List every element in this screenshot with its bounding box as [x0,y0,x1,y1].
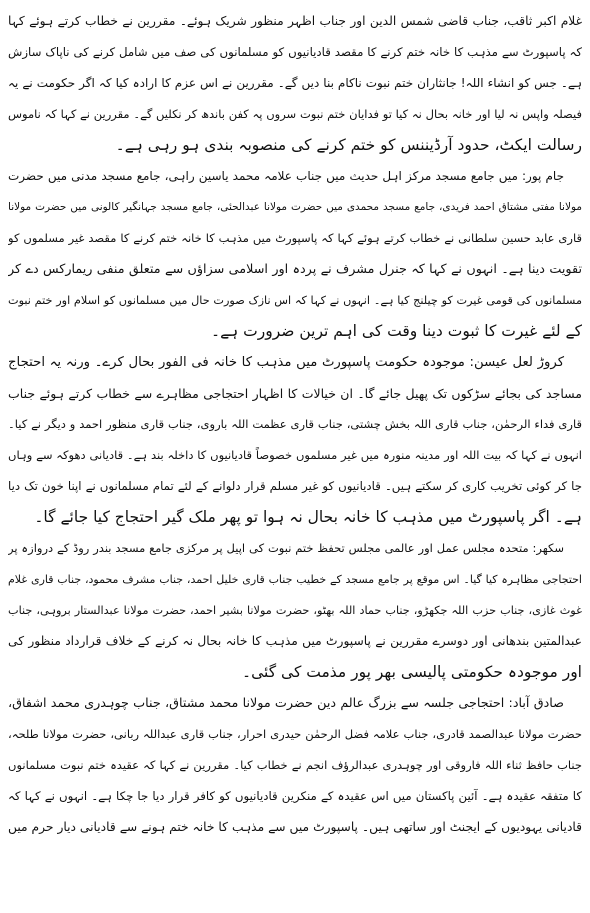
text-line: کے لئے غیرت کا ثبوت دینا وقت کی اہم ترین ضرورت ہے۔ [211,322,582,340]
text-line: فیصلہ واپس نہ لیا اور خانہ بحال نہ کیا تو فدایان ختم نبوت سروں پہ کفن باندھ کر نکلیں گے۔ مقررین نے کہا کہ ناموس [8,107,582,121]
text-line: جناب حافظ ثناء اللہ فاروقی اور چوہدری عبدالرؤف انجم نے خطاب کیا۔ مقررین نے کہا کہ عقیدہ ختم نبوت مسلمانوں [8,758,582,772]
text-line: مولانا مفتی مشتاق احمد فریدی، جامع مسجد محمدی میں حضرت مولانا عبدالحئی، جامع مسجد جہانگیر کالونی میں حضرت مولانا [8,201,582,213]
text-line: حضرت مولانا عبدالصمد قادری، جناب علامہ فضل الرحمٰن حیدری احرار، جناب قاری عبداللہ ربانی، حضرت مولانا طلحہ، [8,727,582,741]
text-line: مسلمانوں کی قومی غیرت کو چیلنج کیا ہے۔ انہوں نے کہا کہ اس نازک صورت حال میں مسلمانوں کو اسلام اور ختم نبوت [8,294,582,307]
text-line: غوث غازی، جناب حزب اللہ جکھڑو، جناب حماد اللہ بھٹو، حضرت مولانا بشیر احمد، حضرت مولانا عبدالستار بروہی، جناب [8,604,582,617]
text-line: کہ پاسپورٹ سے مذہب کا خانہ ختم کرنے کا مقصد قادیانیوں کو مسلمانوں کی صف میں شامل کرنے کی ناپاک سازش [8,45,582,59]
text-line: رسالت ایکٹ، حدود آرڈیننس کو ختم کرنے کی منصوبہ بندی ہو رہی ہے۔ [115,136,582,154]
paragraph-continuation [8,6,582,161]
text-line: عبدالمتین بندھانی اور دوسرے مقررین نے پاسپورٹ میں مذہب کا خانہ بحال نہ کرنے کے خلاف قرارداد منظور کی [8,634,582,648]
text-line: جا کر کوئی تخریب کاری کر سکتے ہیں۔ قادیانیوں کو غیر مسلم قرار دلوانے کے لئے تمام مسلمانوں نے اپنا خون تک دیا [8,479,582,493]
text-line: ہے۔ جس کو انشاء اللہ! جانثاران ختم نبوت ناکام بنا دیں گے۔ مقررین نے اس عزم کا ارادہ کیا کہ اگر حکومت نے یہ [8,76,582,90]
paragraph-jampur [8,161,582,347]
text-line: قادیانی یہودیوں کے ایجنٹ اور ساتھی ہیں۔ پاسپورٹ میں سے مذہب کا خانہ ختم ہونے سے قادیانی دیار حرم میں [8,820,582,834]
text-line: مساجد کی بجائے سڑکوں تک پھیل جائے گا۔ ان خیالات کا اظہار احتجاجی مظاہرے سے خطاب کرتے ہوئے جناب [8,386,582,401]
text-line: احتجاجی مظاہرہ کیا گیا۔ اس موقع پر جامع مسجد کے خطیب جناب قاری خلیل احمد، جناب مشرف محمود، جناب قاری غلام [8,573,582,586]
text-line: ہے۔ اگر پاسپورٹ میں مذہب کا خانہ بحال نہ ہوا تو پھر ملک گیر احتجاج کیا جائے گا۔ [34,508,582,526]
text-line: قاری فداء الرحمٰن، جناب قاری اللہ بخش چشتی، جناب قاری عظمت اللہ باروی، جناب قاری منظور احمد و دیگر نے کیا۔ [8,417,582,431]
text-line: قاری عابد حسین سلطانی نے خطاب کرتے ہوئے کہا کہ پاسپورٹ میں مذہب کا خانہ ختم کرنے کا مقصد غیر مسلموں کو [8,231,582,245]
text-line: انہوں نے کہا کہ بیت اللہ اور مدینہ منورہ میں غیر مسلموں خصوصاً قادیانیوں کا داخلہ بند ہے۔ قادیانی دھوکہ سے وہاں [8,448,582,462]
text-line: غلام اکبر ثاقب، جناب قاضی شمس الدین اور جناب اظہر منظور شریک ہوئے۔ مقررین نے خطاب کرتے ہوئے کہا [8,14,582,28]
text-line: سکھر: متحدہ مجلس عمل اور عالمی مجلس تحفظ ختم نبوت کی اپیل پر مرکزی جامع مسجد بندر روڈ کے دروازہ پر [8,541,564,555]
paragraph-sadiqabad [8,688,582,843]
paragraph-sukkur [8,533,582,688]
text-line: جام پور: میں جامع مسجد مرکز اہل حدیث میں جناب علامہ محمد یاسین راہی، جامع مسجد مدنی میں حضرت [8,169,564,183]
text-line: اور موجودہ حکومتی پالیسی بھر پور مذمت کی گئی۔ [242,663,582,681]
text-line: تقویت دینا ہے۔ انہوں نے کہا کہ جنرل مشرف نے پردہ اور اسلامی سزاؤں سے متعلق منفی ریمارکس دے کر [8,262,582,277]
paragraph-karor-lal-esan [8,347,582,533]
text-line: کروڑ لعل عیسن: موجودہ حکومت پاسپورٹ میں مذہب کا خانہ فی الفور بحال کرے۔ ورنہ یہ احتجاج [8,355,564,370]
text-line: کا متفقہ عقیدہ ہے۔ آئین پاکستان میں اس عقیدہ کے منکرین قادیانیوں کو کافر قرار دیا جا چکا ہے۔ انہوں نے کہا کہ [8,789,582,803]
text-line: صادق آباد: احتجاجی جلسہ سے بزرگ عالم دین حضرت مولانا محمد مشتاق، جناب چوہدری محمد اشفاق، [8,696,564,711]
